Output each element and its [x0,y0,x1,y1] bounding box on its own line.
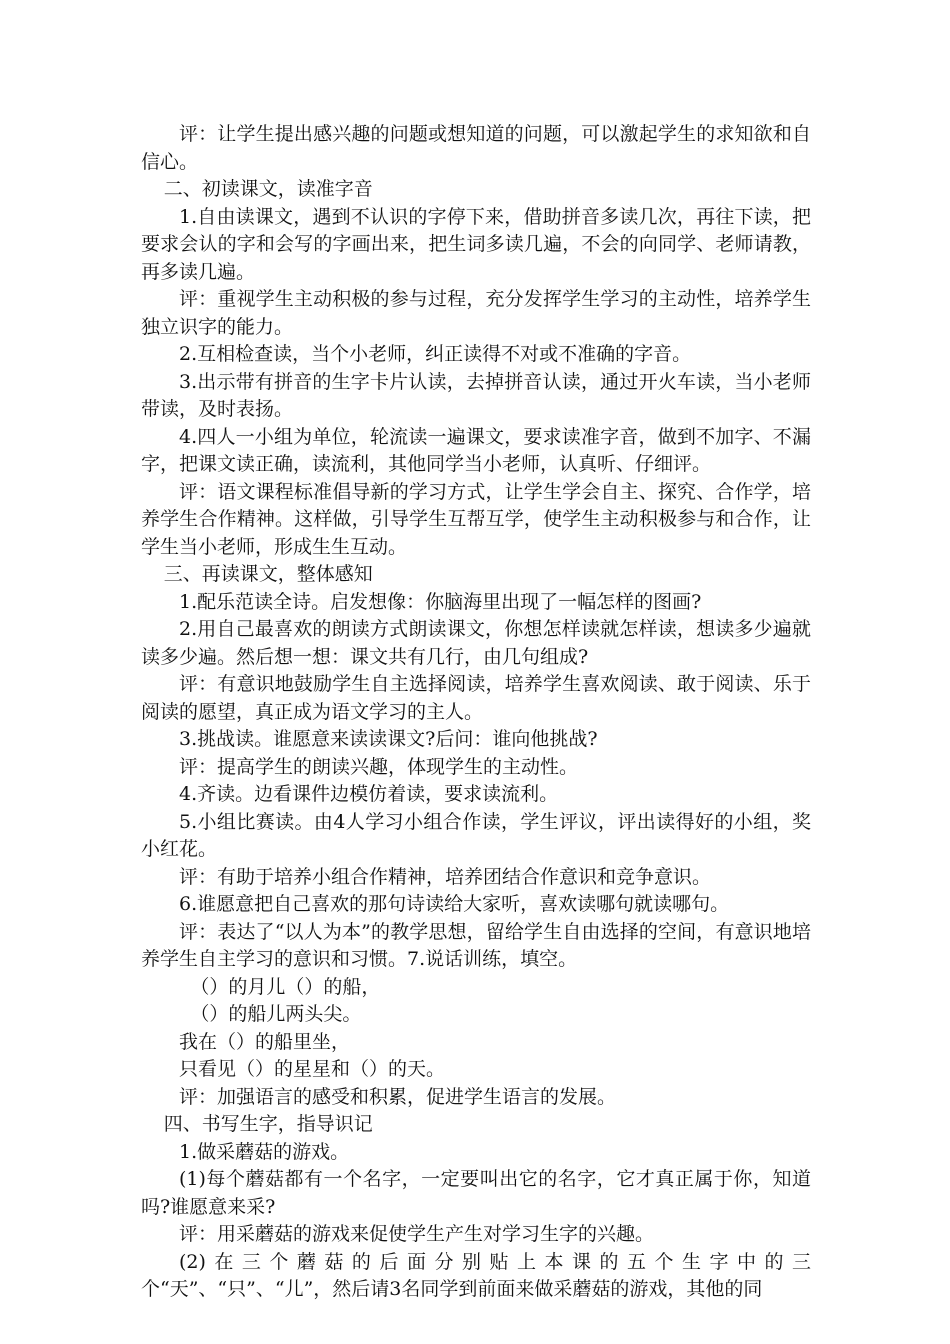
poem-line: 我在（）的船里坐， [179,1030,351,1053]
document-body [141,121,811,1304]
step-paragraph: 6.谁愿意把自己喜欢的那句诗读给大家听，喜欢读哪句就读哪句。 [179,893,730,915]
step-paragraph: 1.自由读课文，遇到不认识的字停下来，借助拼音多读几次，再往下读，把要求会认的字和会写的字画出来，把生词多读几遍，不会的向同学、老师请教，再多读几遍。 [141,205,811,283]
comment-paragraph: 评：有助于培养小组合作精神，培养团结合作意识和竞争意识。 [179,865,712,888]
step-paragraph: 5.小组比赛读。由4人学习小组合作读，学生评议，评出读得好的小组，奖小红花。 [141,810,811,860]
poem-line: （）的船儿两头尖。 [190,1003,362,1025]
step-paragraph: 3.挑战读。谁愿意来读读课文?后问：谁向他挑战? [179,728,598,750]
comment-paragraph: 评：让学生提出感兴趣的问题或想知道的问题，可以激起学生的求知欲和自信心。 [141,123,811,173]
comment-paragraph: 评：加强语言的感受和积累，促进学生语言的发展。 [179,1085,617,1108]
section-heading: 四、书写生字，指导识记 [163,1113,373,1135]
step-paragraph: (2)在三个蘑菇的后面分别贴上本课的五个生字中的三个“天”、“只”、“儿”，然后请3名同学到前面来做采蘑菇的游戏，其他的同 [141,1250,811,1300]
step-paragraph: 1.配乐范读全诗。启发想像：你脑海里出现了一幅怎样的图画? [179,590,702,613]
step-paragraph: 2.互相检查读，当个小老师，纠正读得不对或不准确的字音。 [179,343,692,365]
poem-line: （）的月儿（）的船， [190,975,381,998]
step-paragraph: 1.做采蘑菇的游戏。 [179,1140,350,1163]
comment-paragraph: 评：语文课程标准倡导新的学习方式，让学生学会自主、探究、合作学，培养学生合作精神。这样做，引导学生互帮互学，使学生主动积极参与和合作，让学生当小老师，形成生生互动。 [141,480,811,558]
comment-paragraph: 评：重视学生主动积极的参与过程，充分发挥学生学习的主动性，培养学生独立识字的能力。 [141,288,811,338]
step-paragraph: 3.出示带有拼音的生字卡片认读，去掉拼音认读，通过开火车读，当小老师带读，及时表扬。 [141,370,811,420]
poem-line: 只看见（）的星星和（）的天。 [179,1058,446,1080]
step-paragraph: 2.用自己最喜欢的朗读方式朗读课文，你想怎样读就怎样读，想读多少遍就读多少遍。然后想一想：课文共有几行，由几句组成? [141,618,811,668]
step-paragraph: 4.四人一小组为单位，轮流读一遍课文，要求读准字音，做到不加字、不漏字，把课文读正确，读流利，其他同学当小老师，认真听、仔细评。 [141,425,811,475]
section-heading: 二、初读课文，读准字音 [163,178,373,200]
step-paragraph: 4.齐读。边看课件边模仿着读，要求读流利。 [179,783,559,805]
section-heading: 三、再读课文，整体感知 [163,563,373,585]
comment-paragraph: 评：提高学生的朗读兴趣，体现学生的主动性。 [179,755,579,778]
comment-paragraph: 评：用采蘑菇的游戏来促使学生产生对学习生字的兴趣。 [179,1223,655,1245]
comment-paragraph: 评：有意识地鼓励学生自主选择阅读，培养学生喜欢阅读、敢于阅读、乐于阅读的愿望，真正成为语文学习的主人。 [141,673,811,723]
comment-paragraph: 评：表达了“以人为本”的教学思想，留给学生自由选择的空间，有意识地培养学生自主学习的意识和习惯。7.说话训练，填空。 [141,920,811,970]
step-paragraph: (1)每个蘑菇都有一个名字，一定要叫出它的名字，它才真正属于你，知道吗?谁愿意来采? [141,1168,811,1218]
